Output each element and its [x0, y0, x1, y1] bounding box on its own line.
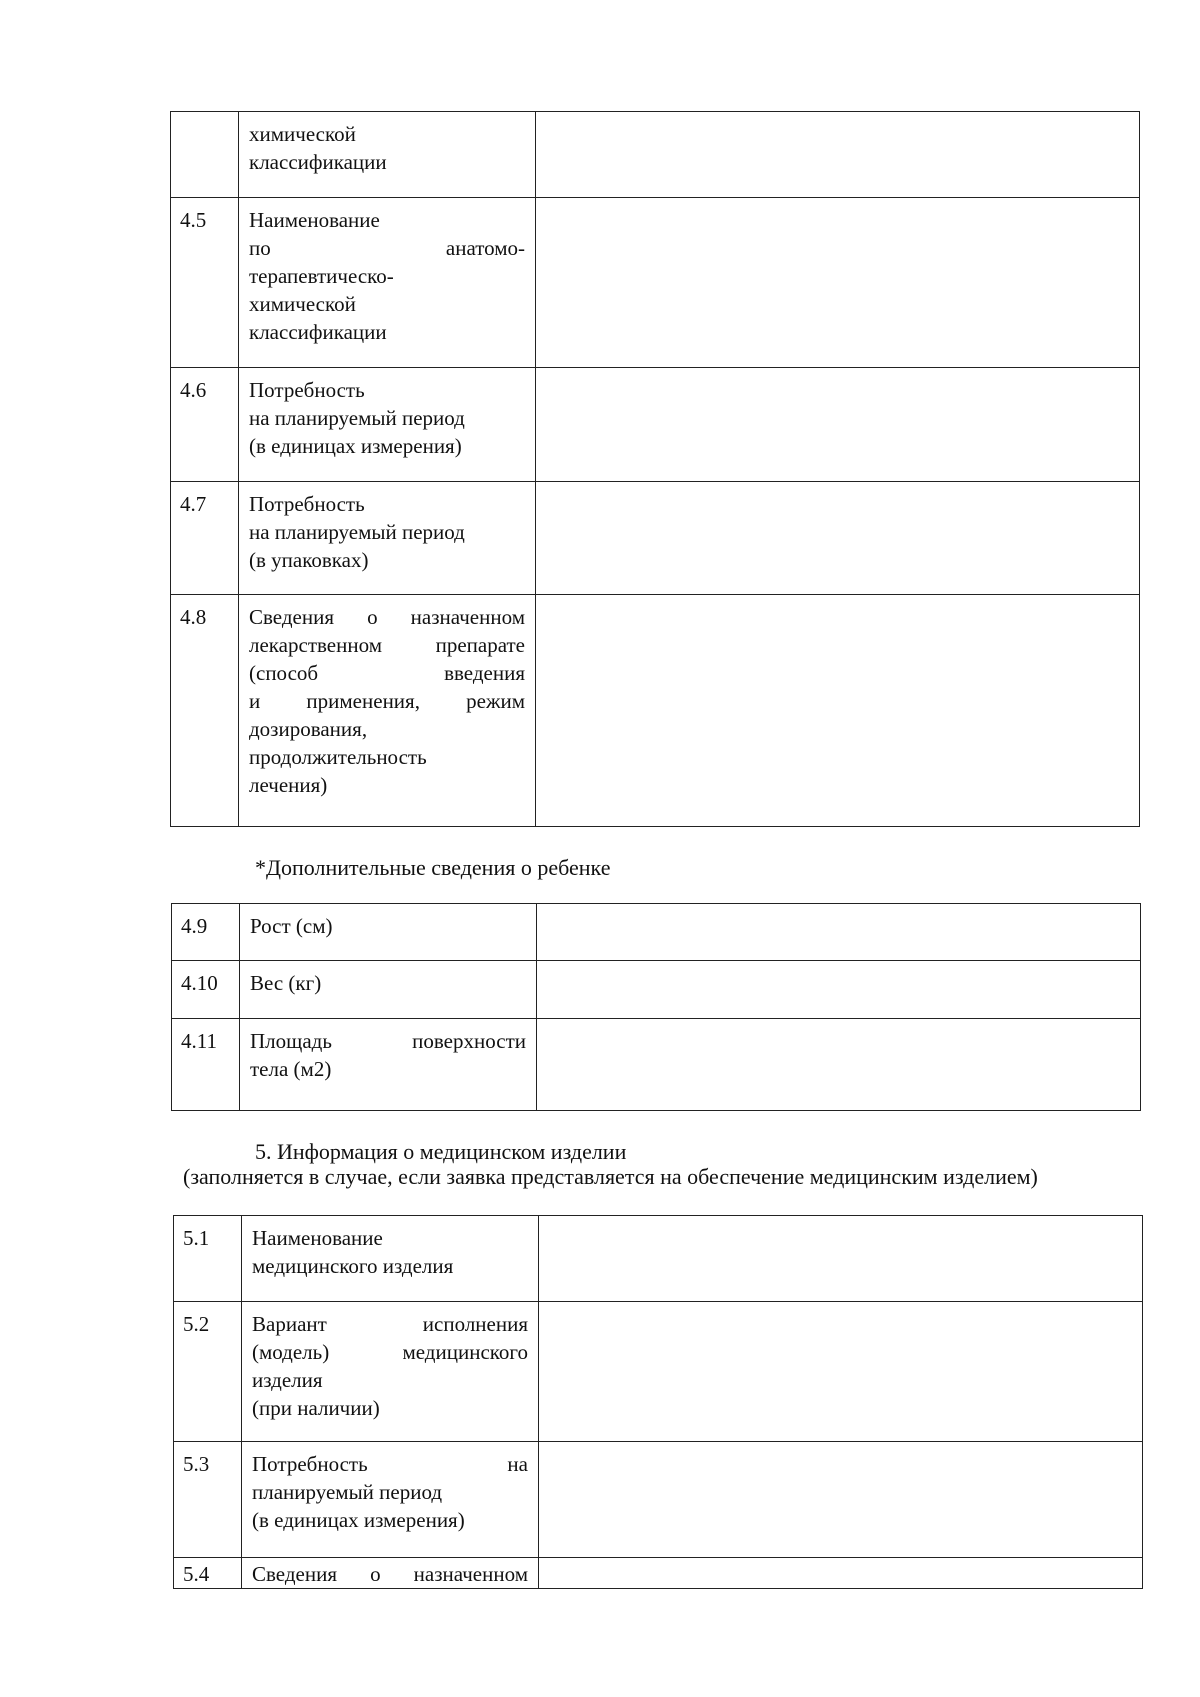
table-row	[174, 1442, 1143, 1558]
table-row	[172, 1019, 1141, 1111]
section-title: 5. Информация о медицинском изделии	[255, 1139, 627, 1164]
table-row	[174, 1216, 1143, 1302]
label-line: Вариант исполнения	[252, 1312, 528, 1336]
label-line: медицинского изделия	[252, 1254, 454, 1278]
table-row	[171, 482, 1140, 595]
row-label	[239, 112, 536, 198]
label-line: классификации	[249, 150, 387, 174]
label-line: Сведения о назначенном	[252, 1562, 528, 1586]
label-line: на планируемый период	[249, 520, 465, 544]
value-cell[interactable]	[537, 1019, 1141, 1111]
table-row	[172, 961, 1141, 1019]
label-line: Сведения о назначенном	[249, 605, 525, 629]
row-label	[239, 198, 536, 368]
row-number: 5.3	[174, 1442, 242, 1558]
value-cell[interactable]	[536, 482, 1140, 595]
row-label	[239, 482, 536, 595]
row-label	[242, 1558, 539, 1589]
value-cell[interactable]	[539, 1442, 1143, 1558]
table-row	[171, 595, 1140, 827]
label-line: Потребность на	[252, 1452, 528, 1476]
table-row	[174, 1302, 1143, 1442]
child-info-note: *Дополнительные сведения о ребенке	[255, 855, 611, 880]
label-line: (способ введения	[249, 661, 525, 685]
value-cell[interactable]	[537, 961, 1141, 1019]
label-line: Наименование	[252, 1226, 383, 1250]
medical-device-table	[173, 1215, 1143, 1589]
label-line: и применения, режим	[249, 689, 525, 713]
table-row	[171, 368, 1140, 482]
row-number: 4.10	[172, 961, 240, 1019]
label-line: Вес (кг)	[250, 971, 322, 995]
row-number: 4.6	[171, 368, 239, 482]
value-cell[interactable]	[536, 595, 1140, 827]
row-number: 5.4	[174, 1558, 242, 1589]
label-line: (в единицах измерения)	[252, 1508, 465, 1532]
table-row	[171, 112, 1140, 198]
value-cell[interactable]	[539, 1216, 1143, 1302]
label-line: Площадь поверхности	[250, 1029, 526, 1053]
row-label	[240, 904, 537, 961]
row-label	[240, 1019, 537, 1111]
label-line: (при наличии)	[252, 1396, 380, 1420]
row-number: 4.5	[171, 198, 239, 368]
label-line: дозирования,	[249, 717, 368, 741]
row-number	[171, 112, 239, 198]
label-line: (в единицах измерения)	[249, 434, 462, 458]
row-label	[239, 368, 536, 482]
row-label	[242, 1216, 539, 1302]
value-cell[interactable]	[539, 1558, 1143, 1589]
label-line: Потребность	[249, 378, 365, 402]
row-label	[239, 595, 536, 827]
table-row	[172, 904, 1141, 961]
row-number: 4.9	[172, 904, 240, 961]
label-line: тела (м2)	[250, 1057, 332, 1081]
child-info-table	[171, 903, 1141, 1111]
row-label	[242, 1442, 539, 1558]
row-number: 4.11	[172, 1019, 240, 1111]
row-number: 5.1	[174, 1216, 242, 1302]
row-number: 4.8	[171, 595, 239, 827]
section-subtitle: (заполняется в случае, если заявка представляется на обеспечение медицинским изделием)	[183, 1164, 1038, 1189]
label-line: лекарственном препарате	[249, 633, 525, 657]
label-line: изделия	[252, 1368, 323, 1392]
label-line: химической	[249, 292, 356, 316]
table-row	[174, 1558, 1143, 1589]
value-cell[interactable]	[536, 198, 1140, 368]
label-line: планируемый период	[252, 1480, 443, 1504]
label-line: продолжительность	[249, 745, 427, 769]
value-cell[interactable]	[536, 112, 1140, 198]
label-line: терапевтическо-	[249, 264, 394, 288]
label-line: Потребность	[249, 492, 365, 516]
row-number: 4.7	[171, 482, 239, 595]
row-label	[240, 961, 537, 1019]
label-line: (в упаковках)	[249, 548, 369, 572]
label-line: Рост (см)	[250, 914, 333, 938]
table-row	[171, 198, 1140, 368]
row-number: 5.2	[174, 1302, 242, 1442]
drug-info-table	[170, 111, 1140, 827]
value-cell[interactable]	[536, 368, 1140, 482]
label-line: классификации	[249, 320, 387, 344]
label-line: лечения)	[249, 773, 328, 797]
value-cell[interactable]	[539, 1302, 1143, 1442]
label-line: (модель) медицинского	[252, 1340, 528, 1364]
label-line: по анатомо-	[249, 236, 525, 260]
label-line: химической	[249, 122, 356, 146]
row-label	[242, 1302, 539, 1442]
value-cell[interactable]	[537, 904, 1141, 961]
label-line: Наименование	[249, 208, 380, 232]
label-line: на планируемый период	[249, 406, 465, 430]
